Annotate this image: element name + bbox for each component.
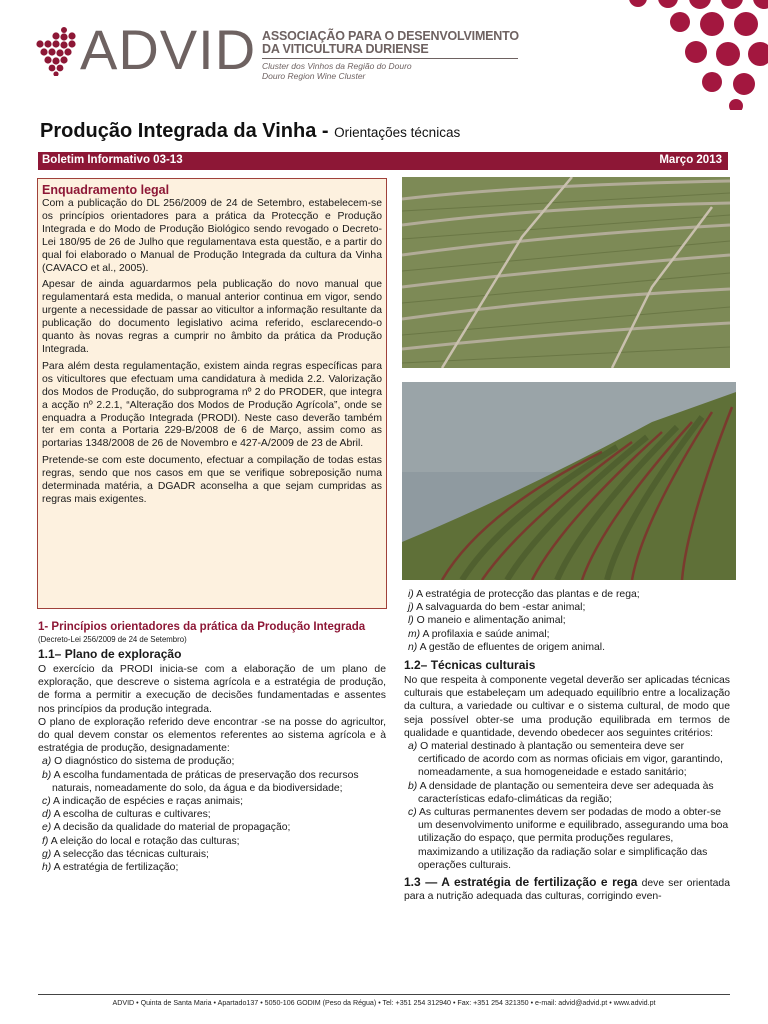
- bulletin-band: [38, 152, 728, 170]
- section-1-note: (Decreto-Lei 256/2009 de 24 de Setembro): [38, 635, 187, 644]
- page-title: [40, 120, 460, 143]
- list-item: b) A escolha fundamentada de práticas de preservação dos recursos naturais, nomeadamente do solo, da água e da biodiversidade;: [42, 769, 359, 794]
- list-item: h) A estratégia de fertilização;: [42, 862, 179, 874]
- footer-contact: ADVID • Quinta de Santa Maria • Apartado137 • 5050-106 GODIM (Peso da Régua) • Tel: +351 254 312940 • Fax: +351 254 321350 • e-mail: advid@advid.pt • www.advid.pt: [112, 999, 656, 1007]
- cluster-en: Douro Region Wine Cluster: [262, 71, 366, 81]
- subsection-1-3-paragraph: [404, 876, 730, 903]
- list-item: j) A salvaguarda do bem -estar animal;: [408, 602, 586, 614]
- list-item: l) O maneio e alimentação animal;: [408, 615, 566, 627]
- vineyard-workers-photo: [402, 382, 736, 580]
- list-item: b) A densidade de plantação ou sementeira deve ser adequada às características edafo-climáticas da região;: [408, 780, 714, 805]
- cultural-criteria-list: [404, 740, 730, 872]
- cluster-pt: Cluster dos Vinhos da Região do Douro: [262, 61, 412, 71]
- footer-rule: [38, 994, 730, 995]
- legal-paragraph-3: Para além desta regulamentação, existem ainda regras específicas para os viticultores que efectuam uma candidatura à medida 2.2. Valorização dos Modos de Produção, do subprograma nº 2 do PRODER, que integra a acção nº 2.2.1, “Alteração dos Modos de Produção Agrícola”, onde se enquadra a Produção Integrada (PRODI). Neste caso deverão também ter em conta a Portaria 229-B/2008 de 6 de Março, assim como as portarias 1348/2008 de 26 de Novembro e 427-A/2009 de 23 de Abril.: [42, 360, 382, 450]
- association-divider: [262, 58, 518, 59]
- brand-name: ADVID: [80, 18, 257, 81]
- plan-elements-list-right: [404, 588, 730, 654]
- title-main: Produção Integrada da Vinha: [40, 120, 317, 142]
- legal-paragraph-4: Pretende-se com este documento, efectuar a compilação de todas estas regras, sendo que nos casos em que se verifique sobreposição numa determinada matéria, a DGADR aconselha a que sejam cumpridas as regras mais exigentes.: [42, 455, 382, 505]
- terraced-vineyard-photo: [402, 177, 730, 368]
- title-separator: -: [316, 120, 335, 142]
- legal-framework-box: [37, 178, 387, 609]
- bulletin-date: Março 2013: [659, 154, 722, 166]
- decorative-grape-dots-icon: [608, 0, 768, 110]
- subsection-1-2-title: 1.2– Técnicas culturais: [404, 658, 536, 673]
- list-item: d) A escolha de culturas e cultivares;: [42, 809, 211, 821]
- subsection-1-3-text: deve ser orientada para a nutrição adequada das culturas, corrigindo even-: [404, 878, 730, 903]
- list-item: f) A eleição do local e rotação das culturas;: [42, 835, 240, 847]
- list-item: a) O diagnóstico do sistema de produção;: [42, 756, 235, 768]
- title-subtitle: Orientações técnicas: [334, 125, 461, 140]
- plan-elements-list-left: [38, 755, 386, 874]
- subsection-1-3-title: 1.3 — A estratégia de fertilização e rega: [404, 875, 638, 890]
- subsection-1-1-paragraph-2: O plano de exploração referido deve encontrar -se na posse do agricultor, do qual devem constar os elementos referentes ao sistema agrícola e à estratégia de produção, designadamente:: [38, 716, 386, 755]
- list-item: c) As culturas permanentes devem ser podadas de modo a obter-se um desenvolvimento uniforme e equilibrado, assegurando uma boa utilização do espaço, que permita produções regulares, maximizando a utilização da radiação solar e simplificação das operações culturais.: [408, 807, 729, 871]
- bulletin-number: Boletim Informativo 03-13: [42, 154, 183, 166]
- list-item: i) A estratégia de protecção das plantas e de rega;: [408, 589, 640, 600]
- legal-paragraph-2: Apesar de ainda aguardarmos pela publicação do novo manual que regulamentará esta medida, o manual anterior continua em vigor, sendo urgente a necessidade de passar ao viticultor a informação resultante da publicação do documento legislativo acima referido, esclarecendo-o quanto às novas regras a cumprir no âmbito da prática da Produção Integrada.: [42, 279, 382, 355]
- list-item: a) O material destinado à plantação ou sementeira deve ser certificado de acordo com as normas oficiais em vigor, garantindo, nomeadamente, a sua homogeneidade e estado sanitário;: [408, 741, 723, 779]
- association-block: [262, 30, 522, 81]
- list-item: c) A indicação de espécies e raças animais;: [42, 796, 244, 808]
- list-item: e) A decisão da qualidade do material de propagação;: [42, 822, 291, 834]
- list-item: m) A profilaxia e saúde animal;: [408, 628, 550, 640]
- subsection-1-1-paragraph-1: O exercício da PRODI inicia-se com a elaboração de um plano de exploração, que descreve o sistema agrícola e a estratégia de produção, de forma a permitir a execução de decisões fundamentadas e assentes nos princípios da produção integrada.: [38, 664, 386, 715]
- list-item: n) A gestão de efluentes de origem animal.: [408, 641, 605, 653]
- grape-logo-icon: [34, 26, 80, 76]
- left-column: [38, 620, 386, 874]
- legal-paragraph-1: Com a publicação do DL 256/2009 de 24 de Setembro, estabelecem-se os princípios orientadores para a prática da Protecção e Produção Integrada e do Modo de Produção Biológico sendo revogado o Decreto-Lei 180/95 de 26 de Julho que regulamentava esta questão, e a partir do qual foi elaborado o Manual de Produção Integrada da cultura da Vinha (CAVACO et al., 2005).: [42, 198, 382, 274]
- list-item: g) A selecção das técnicas culturais;: [42, 848, 209, 860]
- association-name-line1: ASSOCIAÇÃO PARA O DESENVOLVIMENTO: [262, 29, 519, 43]
- section-1-title: 1- Princípios orientadores da prática da Produção Integrada: [38, 621, 366, 633]
- right-column: [404, 588, 730, 903]
- association-name-line2: DA VITICULTURA DURIENSE: [262, 42, 429, 56]
- legal-heading: Enquadramento legal: [42, 183, 170, 197]
- subsection-1-1-title: 1.1– Plano de exploração: [38, 647, 182, 661]
- subsection-1-2-paragraph: No que respeita à componente vegetal deverão ser aplicadas técnicas culturais que estabeleçam um adequado equilíbrio entre a localização da cultura, a variedade ou cultivar e o sistema cultural, de modo que seja possível obter-se uma produção equilibrada em termos de qualidade e quantidade, devendo obedecer aos seguintes critérios:: [404, 675, 730, 739]
